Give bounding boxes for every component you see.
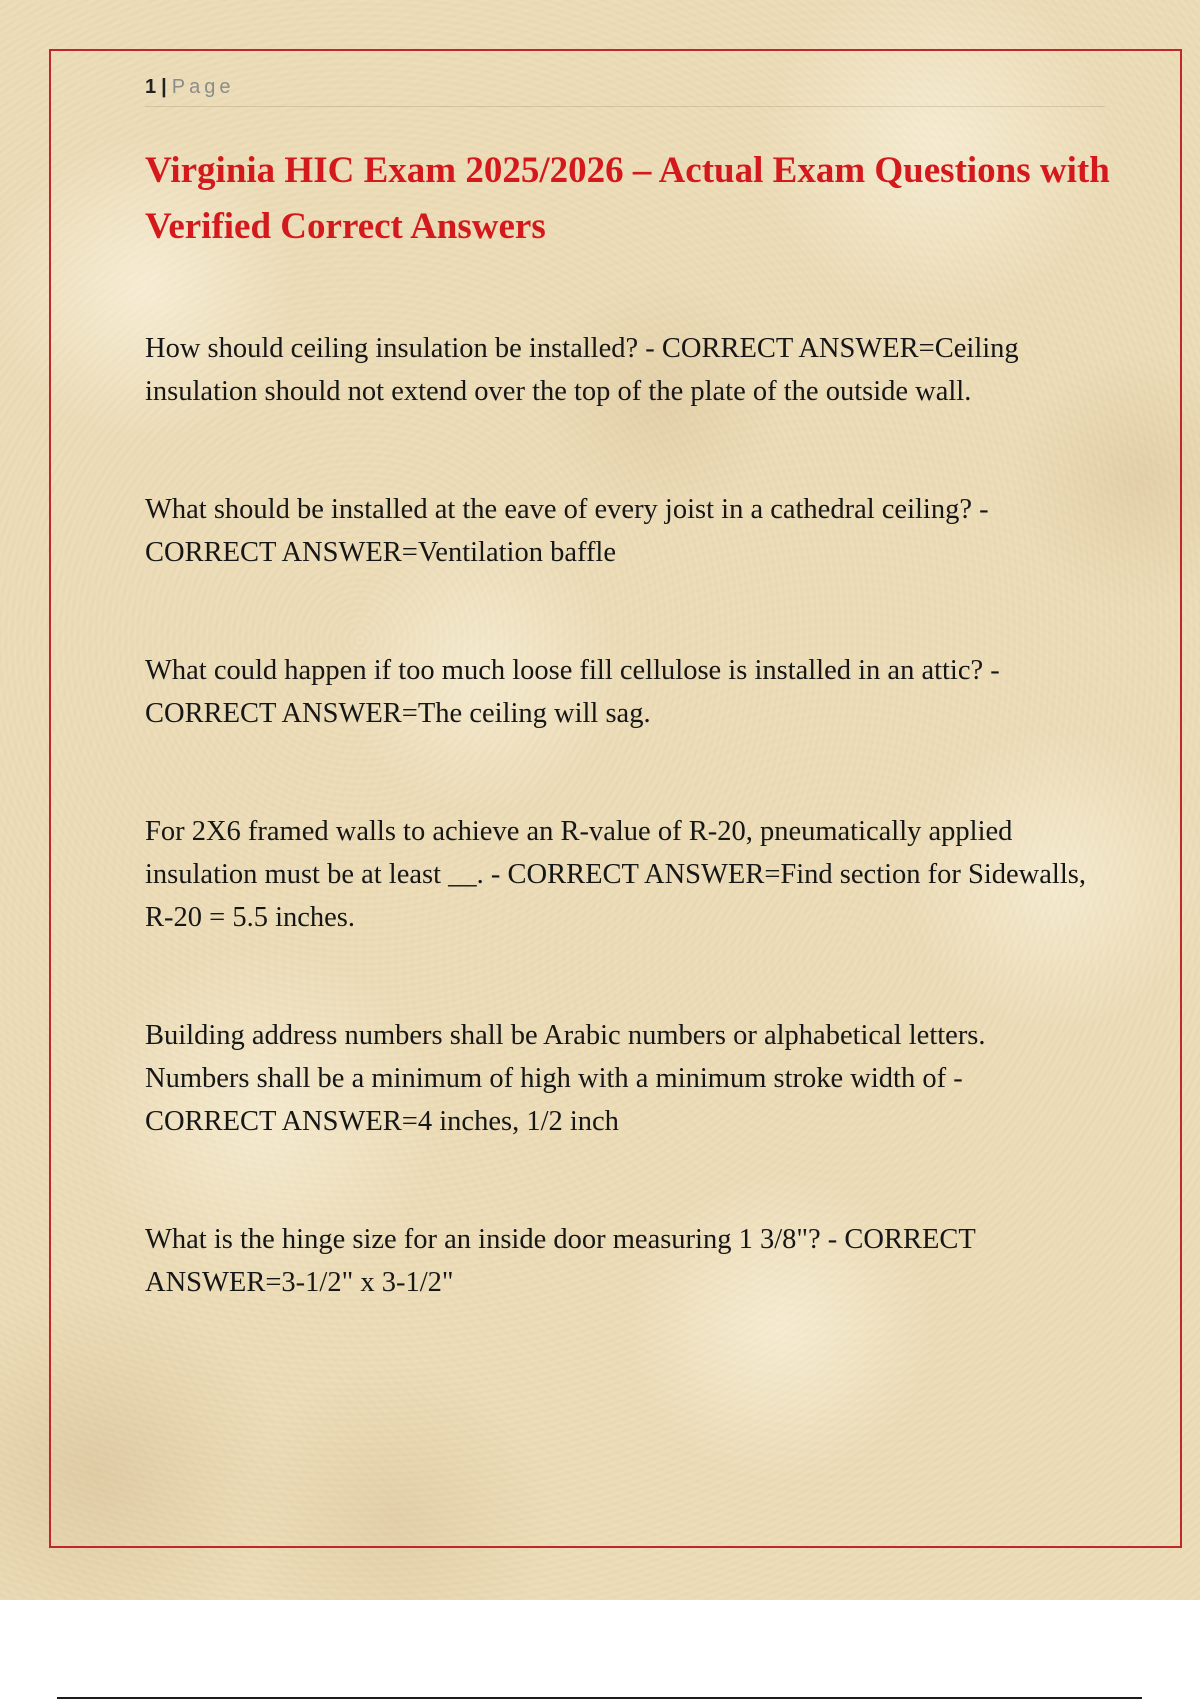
qa-item: What is the hinge size for an inside door measuring 1 3/8"? - CORRECT ANSWER=3-1/2" x 3-1/2"	[145, 1224, 976, 1298]
qa-item: For 2X6 framed walls to achieve an R-value of R-20, pneumatically applied insulation must be at least __. - CORRECT ANSWER=Find section for Sidewalls, R-20 = 5.5 inches.	[145, 816, 1086, 933]
document-title: Virginia HIC Exam 2025/2026 – Actual Exam Questions with Verified Correct Answers	[145, 150, 1110, 247]
header-divider	[145, 106, 1105, 107]
bottom-divider	[57, 1697, 1142, 1699]
qa-item: Building address numbers shall be Arabic numbers or alphabetical letters. Numbers shall be a minimum of high with a minimum stroke width of - CORRECT ANSWER=4 inches, 1/2 inch	[145, 1020, 986, 1137]
page-separator: |	[161, 76, 168, 98]
qa-item: What could happen if too much loose fill cellulose is installed in an attic? - CORRECT ANSWER=The ceiling will sag.	[145, 655, 1000, 729]
qa-list	[145, 327, 1090, 1379]
qa-item: What should be installed at the eave of every joist in a cathedral ceiling? - CORRECT ANSWER=Ventilation baffle	[145, 494, 989, 568]
page-number: 1	[145, 76, 158, 98]
page-header	[145, 76, 234, 99]
qa-item: How should ceiling insulation be installed? - CORRECT ANSWER=Ceiling insulation should not extend over the top of the plate of the outside wall.	[145, 333, 1019, 407]
page-word: Page	[171, 76, 235, 98]
